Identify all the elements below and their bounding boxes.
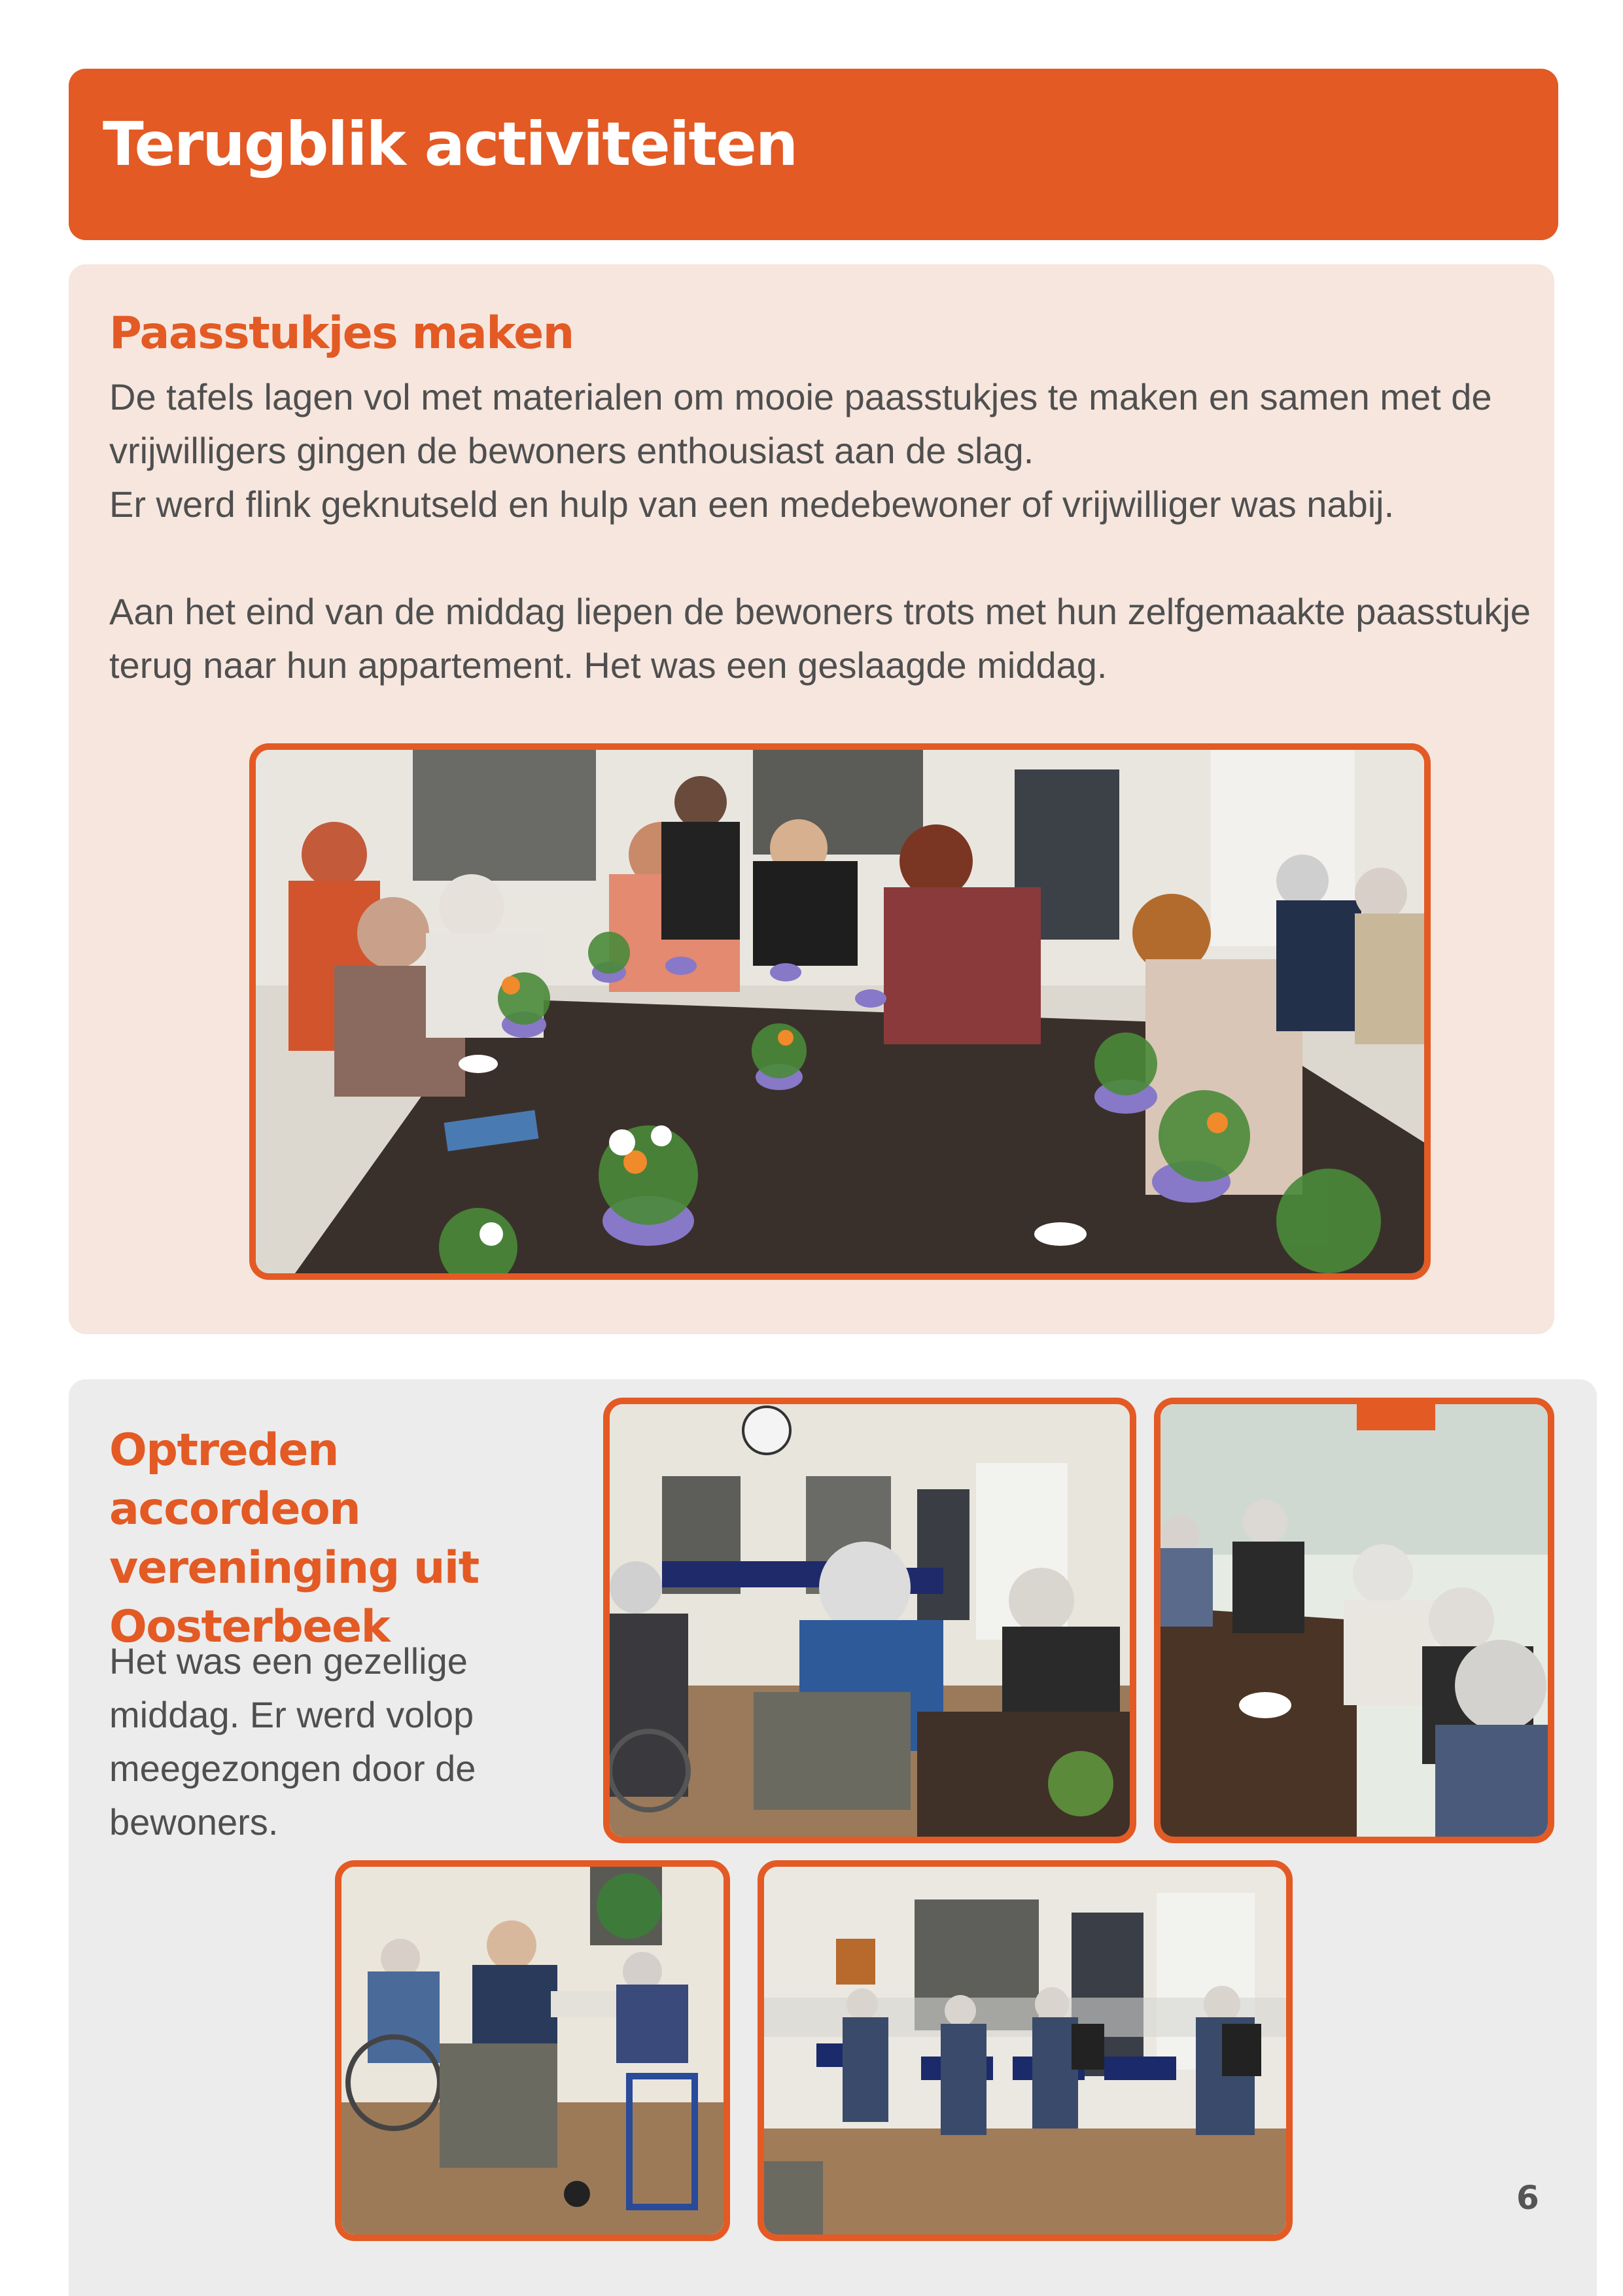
page-header-banner: [69, 69, 1558, 240]
paragraph: Er werd flink geknutseld en hulp van een medebewoner of vrijwilliger was nabij.: [109, 484, 1395, 525]
section-title-paasstukjes: Paasstukjes maken: [109, 308, 574, 359]
paragraph: Aan het eind van de middag liepen de bewoners trots met hun zelfgemaakte paasstukje terug naar hun appartement. Het was een geslaagde middag.: [109, 591, 1531, 686]
paragraph: De tafels lagen vol met materialen om mooie paasstukjes te maken en samen met de vrijwilligers gingen de bewoners enthousiast aan de slag.: [109, 376, 1492, 471]
photo-accordeon-audience: [1154, 1398, 1554, 1843]
section-title-accordeon: Optreden accordeon vereninging uit Oosterbeek: [109, 1424, 479, 1653]
section-accordeon: [69, 1379, 1597, 2296]
photo-accordeon-musicians: [758, 1860, 1293, 2241]
section-body-paasstukjes: [109, 370, 1535, 692]
page-title: Terugblik activiteiten: [103, 109, 797, 179]
page-number: 6: [1516, 2179, 1539, 2217]
photo-paasstukjes-table: [249, 743, 1431, 1280]
section-body-accordeon: Het was een gezellige middag. Er werd volop meegezongen door de bewoners.: [109, 1640, 476, 1843]
section-paasstukjes: [69, 264, 1554, 1334]
photo-accordeon-room: [603, 1398, 1136, 1843]
photo-accordeon-residents: [335, 1860, 730, 2241]
